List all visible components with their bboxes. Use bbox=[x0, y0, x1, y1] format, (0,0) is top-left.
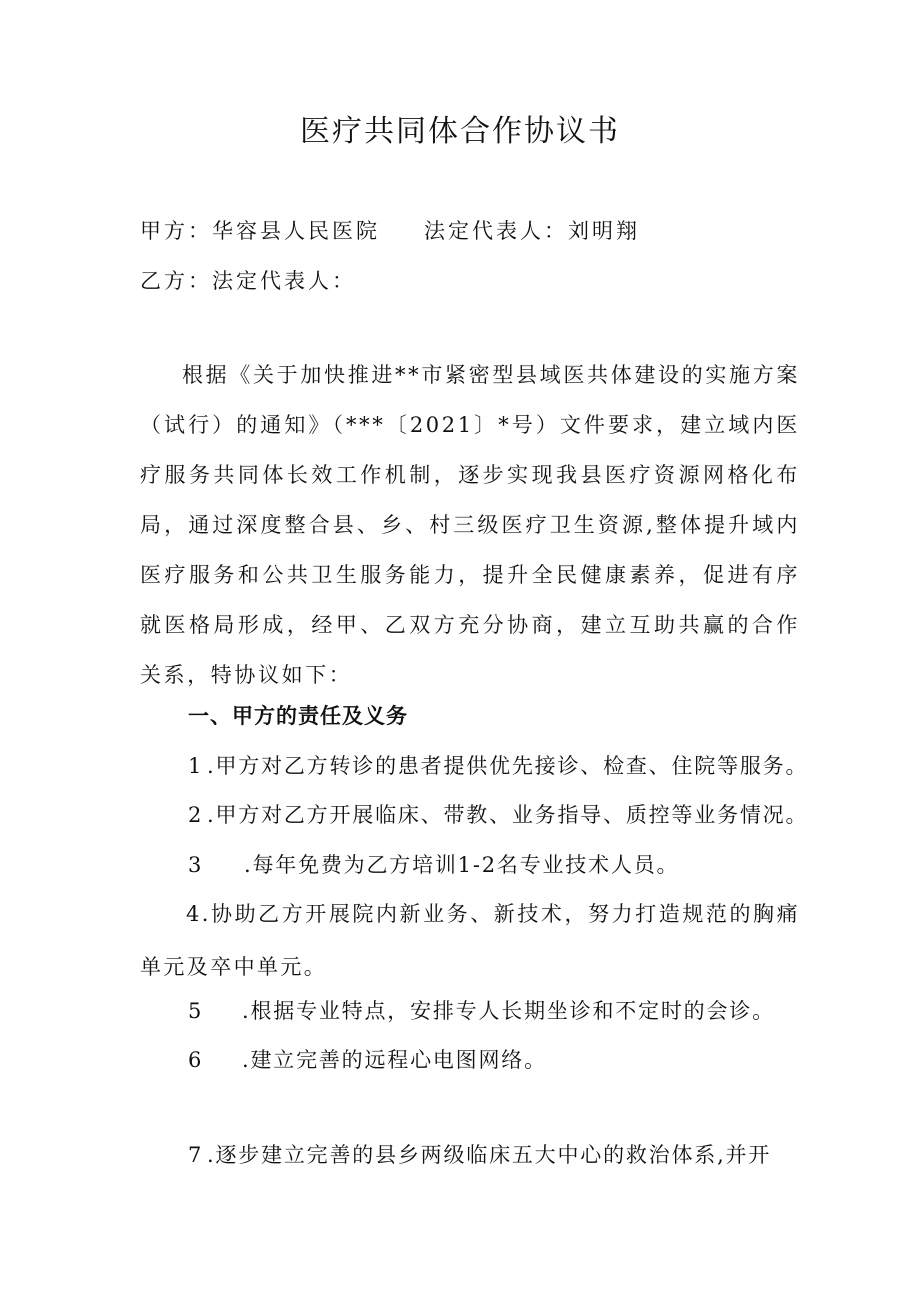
item-text: .协助乙方开展院内新业务、新技术，努力打造规范的胸痛单元及卒中单元。 bbox=[140, 902, 800, 979]
party-a-line bbox=[140, 216, 640, 246]
item-text: .根据专业特点，安排专人长期坐诊和不定时的会诊。 bbox=[242, 999, 775, 1023]
party-a-representative: 法定代表人：刘明翔 bbox=[424, 219, 640, 243]
item-text: .建立完善的远程心电图网络。 bbox=[242, 1048, 547, 1072]
party-a-label: 甲方：华容县人民医院 bbox=[140, 219, 380, 243]
item-number: 3 bbox=[188, 853, 204, 877]
intro-paragraph: 根据《关于加快推进**市紧密型县域医共体建设的实施方案（试行）的通知》（***〔2021〕*号）文件要求，建立域内医疗服务共同体长效工作机制，逐步实现我县医疗资源网格化布局，通过深度整合县、乡、村三级医疗卫生资源,整体提升域内医疗服务和公共卫生服务能力，提升全民健康素养，促进有序就医格局形成，经甲、乙双方充分协商，建立互助共赢的合作关系，特协议如下： bbox=[140, 363, 800, 687]
section-heading: 一、甲方的责任及义务 bbox=[188, 704, 408, 728]
item-text: .逐步建立完善的县乡两级临床五大中心的救治体系,并开 bbox=[207, 1143, 772, 1167]
item-number: 6 bbox=[188, 1048, 204, 1072]
item-number: 5 bbox=[188, 999, 204, 1023]
item-number: 7 bbox=[188, 1143, 204, 1167]
item-number: 4 bbox=[186, 902, 202, 926]
list-item bbox=[140, 888, 800, 994]
item-text: .甲方对乙方开展临床、带教、业务指导、质控等业务情况。 bbox=[207, 803, 809, 827]
item-number: 2 bbox=[188, 803, 204, 827]
document-title: 医疗共同体合作协议书 bbox=[300, 114, 620, 149]
item-text: .甲方对乙方转诊的患者提供优先接诊、检查、住院等服务。 bbox=[207, 754, 809, 778]
party-b-line: 乙方：法定代表人： bbox=[140, 269, 356, 293]
item-number: 1 bbox=[188, 754, 204, 778]
item-text: .每年免费为乙方培训1-2名专业技术人员。 bbox=[244, 853, 680, 877]
